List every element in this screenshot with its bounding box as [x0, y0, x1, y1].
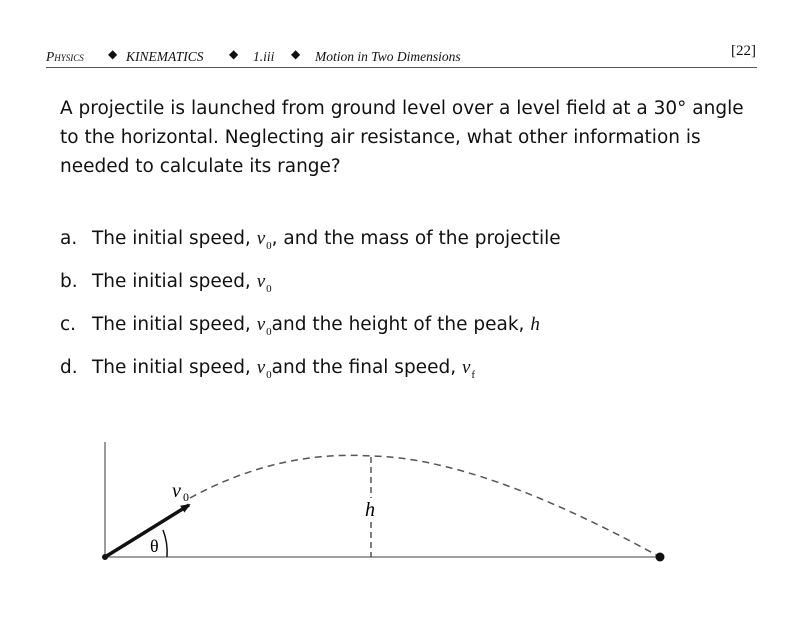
choice-variable: v	[256, 228, 266, 249]
question-line: to the horizontal. Neglecting air resistance, what other information is	[60, 127, 701, 148]
velocity-label: v	[172, 480, 181, 502]
trajectory-path	[190, 455, 660, 557]
landing-point	[656, 553, 665, 562]
choice-letter: a.	[60, 228, 78, 249]
header-section: 1.iii	[253, 49, 275, 64]
page-number: [22]	[731, 43, 756, 59]
choice-letter: b.	[60, 271, 78, 292]
header-subject: Physics	[46, 49, 84, 64]
angle-label: θ	[150, 536, 159, 556]
choice-text-tail: and the height of the peak,	[271, 314, 531, 335]
choice-variable: v	[256, 271, 266, 292]
choice-text-tail: and the final speed,	[271, 357, 462, 378]
choice-variable-2: h	[530, 314, 540, 335]
velocity-arrow	[105, 505, 189, 557]
choice-subscript: 0	[266, 283, 272, 295]
choice-subscript-2: f	[471, 369, 476, 381]
launch-point	[102, 554, 108, 560]
choice-variable: v	[256, 314, 266, 335]
header-topic: KINEMATICS	[126, 49, 204, 64]
choice-text: The initial speed,	[92, 228, 257, 249]
choice-variable: v	[256, 357, 266, 378]
header-bullet-icon: ◆	[291, 47, 301, 61]
choice-text-tail: , and the mass of the projectile	[271, 228, 561, 249]
header-bullet-icon: ◆	[229, 47, 239, 61]
choice-letter: d.	[60, 357, 78, 378]
choice-text: The initial speed,	[92, 271, 257, 292]
question-line: needed to calculate its range?	[60, 156, 341, 177]
header-bullet-icon: ◆	[108, 47, 118, 61]
choice-subscript: 0	[266, 326, 272, 338]
choice-letter: c.	[60, 314, 77, 335]
choice-text: The initial speed,	[92, 357, 257, 378]
question-line: A projectile is launched from ground level over a level field at a 30° angle	[60, 98, 744, 119]
velocity-subscript: 0	[183, 490, 189, 504]
header-section-title: Motion in Two Dimensions	[315, 49, 461, 64]
choice-variable-2: v	[461, 357, 471, 378]
height-label: h	[365, 499, 375, 521]
choice-text: The initial speed,	[92, 314, 257, 335]
choice-subscript: 0	[266, 369, 272, 381]
choice-subscript: 0	[266, 240, 272, 252]
angle-arc	[163, 530, 167, 557]
